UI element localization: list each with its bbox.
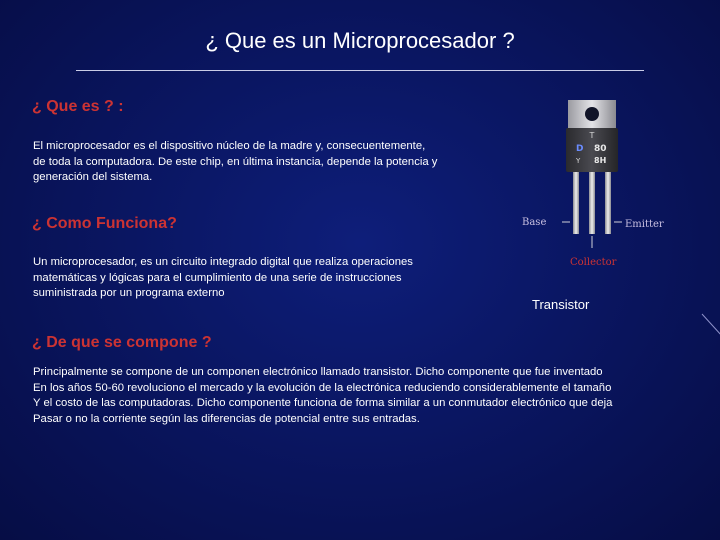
pin-label-collector: Collector	[570, 257, 617, 268]
chip-code-1: 80	[594, 144, 607, 154]
section-body-how-it-works: Un microprocesador, es un circuito integrado digital que realiza operaciones matemáticas y lógicas para el cumplimiento de una serie de instrucciones suministrada por un programa externo	[33, 256, 413, 299]
transistor-pin-base	[573, 172, 579, 234]
section-body-what-is: El microprocesador es el dispositivo núcleo de la madre y, consecuentemente, de toda la computadora. De este chip, en última instancia, depende la potencia y generación del sistema.	[33, 140, 438, 183]
svg-text:Y: Y	[576, 157, 581, 165]
section-heading-how-it-works: ¿ Como Funciona?	[32, 215, 177, 232]
svg-text:T: T	[589, 131, 595, 140]
transistor-pin-collector	[589, 172, 595, 234]
transistor-mounting-hole	[585, 107, 599, 121]
section-heading-what-is: ¿ Que es ? :	[32, 98, 124, 115]
pin-label-emitter: Emitter	[625, 219, 664, 230]
title-divider	[76, 70, 644, 71]
pin-label-base: Base	[522, 217, 547, 228]
transistor-pin-emitter	[605, 172, 611, 234]
figure-caption: Transistor	[532, 297, 590, 312]
svg-text:D: D	[576, 144, 584, 154]
slide-title: ¿ Que es un Microprocesador ?	[205, 28, 515, 53]
transistor-image	[520, 98, 670, 270]
section-heading-composition: ¿ De que se compone ?	[32, 334, 212, 351]
chip-code-2: 8H	[594, 156, 607, 165]
section-body-composition: Principalmente se compone de un componen electrónico llamado transistor. Dicho componente que fue inventado En los años 50-60 revoluciono el mercado y la evolución de la electrónica reduciendo considerablemente el tamaño Y el costo de las computadoras. Dicho componente funciona de forma similar a un conmutador electrónico que deja Pasar o no la corriente según las diferencias de potencial entre sus entradas.	[33, 366, 613, 425]
decorative-line	[700, 312, 720, 340]
